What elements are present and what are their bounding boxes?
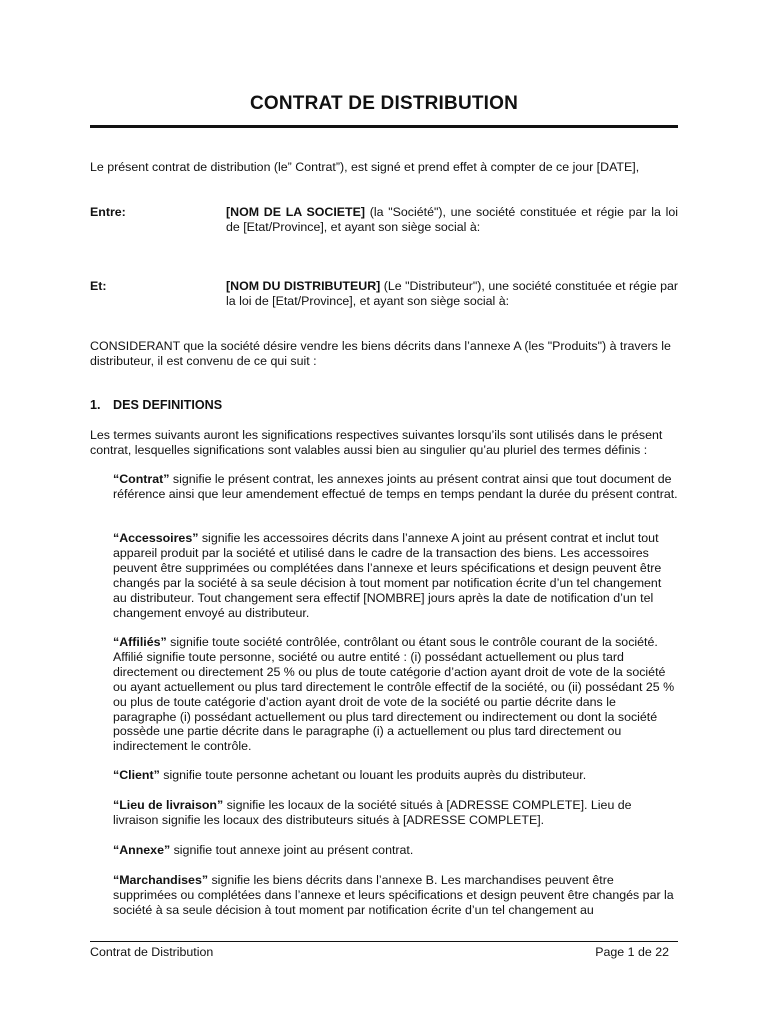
party-name-distributeur: [NOM DU DISTRIBUTEUR] — [226, 279, 381, 293]
definition-text: signifie tout annexe joint au présent contrat. — [170, 843, 414, 857]
party-label-entre: Entre: — [90, 205, 126, 219]
definitions-intro: Les termes suivants auront les significations respectives suivantes lorsqu’ils sont utilisés dans le présent contrat, lesquelles significations sont valables aussi bien au singulier qu’au pluriel des termes définis : — [90, 428, 663, 457]
document-title: CONTRAT DE DISTRIBUTION — [249, 93, 519, 114]
footer-page-number: Page 1 de 22 — [595, 945, 669, 959]
definition-term: “Lieu de livraison” — [113, 798, 224, 812]
definition-text: signifie toute personne achetant ou louant les produits auprès du distributeur. — [159, 768, 587, 782]
party-text-distributeur — [226, 279, 678, 309]
party-text-societe — [226, 205, 678, 235]
definition-annexe — [113, 843, 678, 858]
footer-document-name: Contrat de Distribution — [90, 945, 214, 959]
party-desc-societe: (la "Société"), une société constituée et régie par la loi de [Etat/Province], et ayant son siège social à: — [226, 205, 679, 234]
definition-accessoires — [113, 531, 678, 620]
definition-contrat — [113, 472, 678, 502]
definition-term: “Accessoires” — [113, 531, 199, 545]
definition-affilies — [113, 635, 678, 754]
definition-term: “Marchandises” — [113, 873, 209, 887]
definition-text: signifie les accessoires décrits dans l’annexe A joint au présent contrat et inclut tout appareil produit par la société et utilisé dans le cadre de la transaction des biens. Les accessoires peuvent être supprimées ou complétées dans l’annexe et leurs spécifications et design peuvent être changés par la société à sa seule décision à tout moment par notification écrite d’un tel changement au distributeur. Tout changement sera effectif [NOMBRE] jours après la date de notification d’un tel changement envoyé au distributeur. — [113, 531, 662, 620]
definition-marchandises — [113, 873, 678, 918]
definition-term: “Contrat” — [113, 472, 170, 486]
definition-text: signifie les biens décrits dans l’annexe B. Les marchandises peuvent être supprimées ou complétées dans l’annexe et leurs spécifications et design peuvent être changés par la société à sa seule décision à tout moment par notification écrite d’un tel changement au — [113, 873, 674, 917]
definition-lieu-de-livraison — [113, 798, 678, 828]
party-name-societe: [NOM DE LA SOCIETE] — [226, 205, 366, 219]
definition-term: “Client” — [113, 768, 160, 782]
definition-text: signifie toute société contrôlée, contrôlant ou étant sous le contrôle courant de la société. Affilié signifie toute personne, société ou autre entité : (i) possédant actuellement ou plus tard directement ou directement 25 % ou plus de toute catégorie d’action ayant droit de vote de la société ou ayant actuellement ou plus tard directement le contrôle effectif de la société, ou (ii) possédant 25 % ou plus de toute catégorie d’action ayant droit de vote de la société ou partie décrite dans le paragraphe (i) possédant actuellement ou plus tard directement ou indirectement ou dont la société possède une partie décrite dans le paragraphe (i) a actuellement ou plus tard directement ou indirectement le contrôle. — [113, 635, 675, 754]
footer-divider — [90, 941, 678, 942]
definition-text: signifie les locaux de la société situés à [ADRESSE COMPLETE]. Lieu de livraison signifie les locaux des distributeurs situés à [ADRESSE COMPLETE]. — [113, 798, 632, 827]
definition-term: “Annexe” — [113, 843, 171, 857]
section-title: DES DEFINITIONS — [113, 398, 223, 412]
intro-paragraph: Le présent contrat de distribution (le” Contrat”), est signé et prend effet à compter de ce jour [DATE], — [90, 160, 640, 174]
definition-text: signifie le présent contrat, les annexes joints au présent contrat ainsi que tout document de référence ainsi que leur amendement effectué de temps en temps pendant la durée du présent contrat. — [113, 472, 678, 501]
section-number: 1. — [90, 398, 101, 412]
party-label-et: Et: — [90, 279, 107, 293]
section-heading-definitions — [90, 398, 222, 413]
definition-term: “Affiliés” — [113, 635, 167, 649]
title-underline — [90, 125, 678, 128]
party-desc-distributeur: (Le "Distributeur"), une société constituée et régie par la loi de [Etat/Province], et ayant son siège social à: — [226, 279, 678, 308]
considerant-paragraph: CONSIDERANT que la société désire vendre les biens décrits dans l’annexe A (les "Produits") à travers le distributeur, il est convenu de ce qui suit : — [90, 339, 671, 368]
definition-client — [113, 768, 678, 783]
